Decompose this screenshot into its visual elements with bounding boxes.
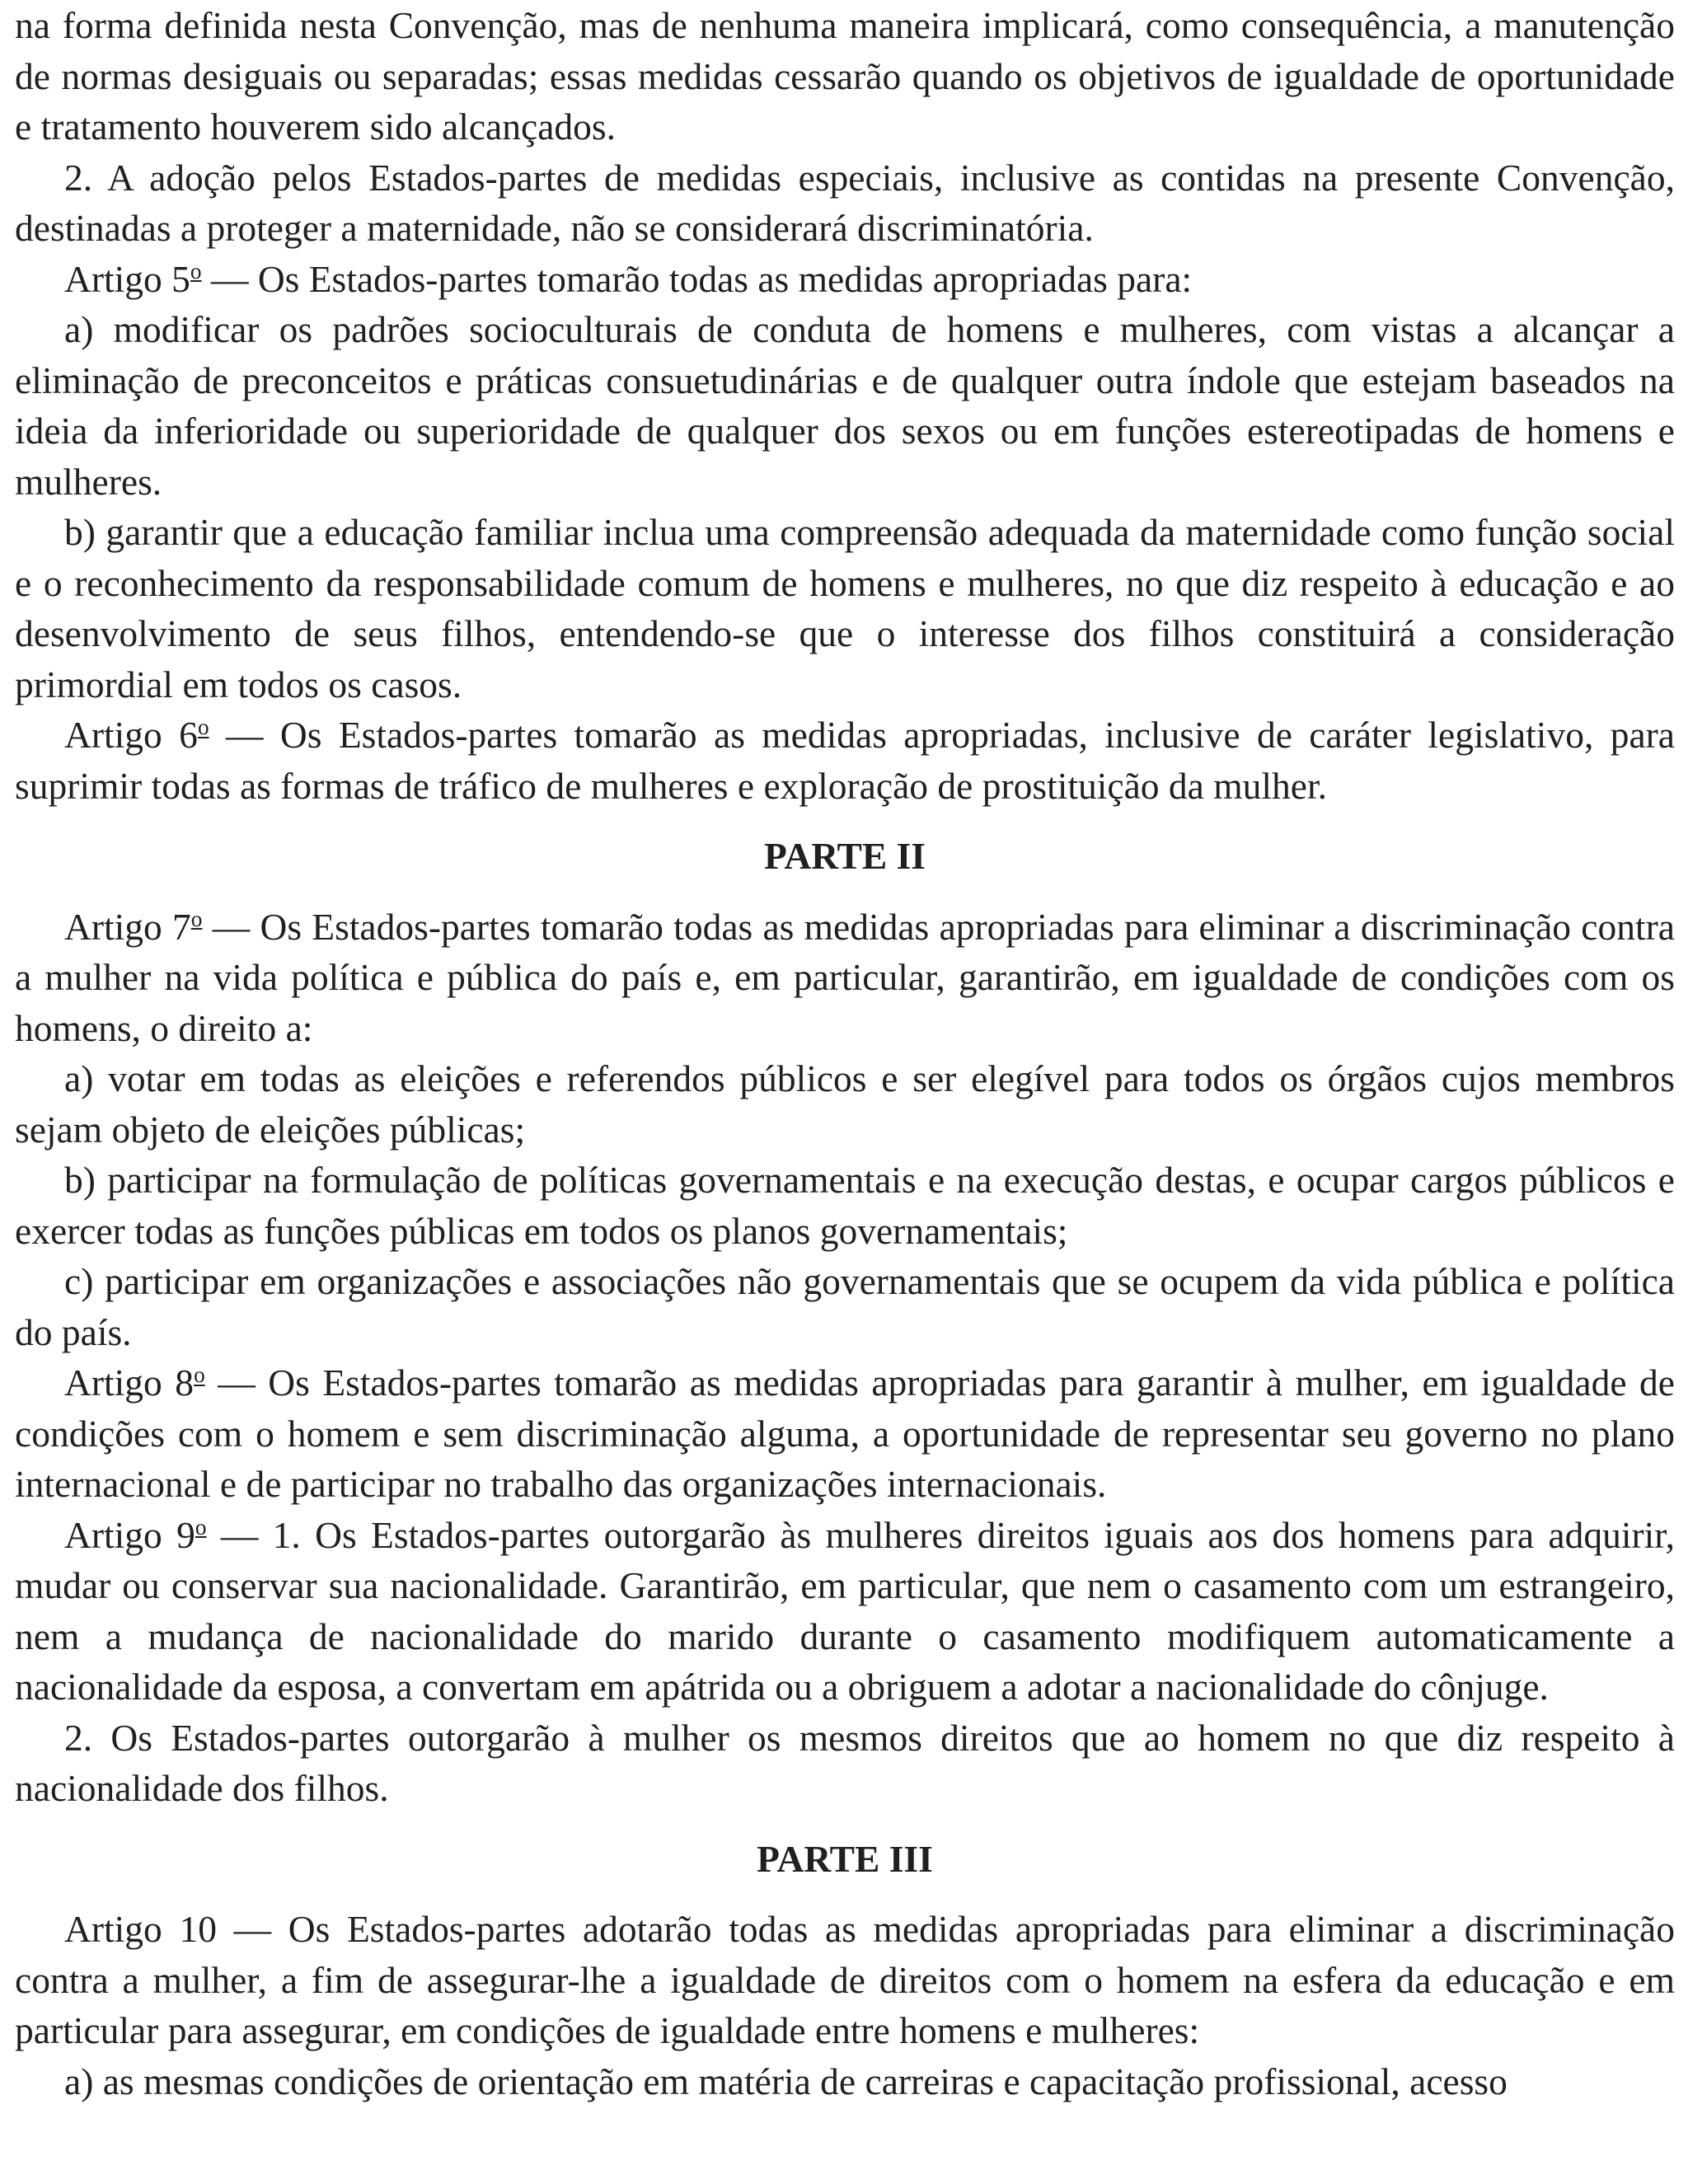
- article-paragraph: [15, 1357, 1675, 1510]
- article-label: Artigo 7: [64, 905, 191, 948]
- article-paragraph: [15, 254, 1675, 305]
- text-paragraph: Artigo 10 — Os Estados-partes adotarão todas as medidas apropriadas para eliminar a discriminação contra a mulher, a fim de assegurar-lhe a igualdade de direitos com o homem na esfera da educação e em particular para assegurar, em condições de igualdade entre homens e mulheres:: [15, 1908, 1675, 2051]
- spacer: [15, 811, 1675, 831]
- article-text: — Os Estados-partes tomarão todas as medidas apropriadas para eliminar a discriminação contra a mulher na vida política e pública do país e, em particular, garantirão, em igualdade de condições com os homens, o direito a:: [15, 905, 1675, 1049]
- section-part-iii: [15, 1904, 1675, 2107]
- section-part-ii: [15, 902, 1675, 1814]
- ordinal-indicator: o: [190, 906, 203, 931]
- article-paragraph: [15, 902, 1675, 1054]
- heading-parte-ii: PARTE II: [763, 835, 926, 877]
- text-paragraph: 2. A adoção pelos Estados-partes de medidas especiais, inclusive as contidas na presente Convenção, destinadas a proteger a maternidade, não se considerará discriminatória.: [15, 156, 1675, 249]
- article-paragraph: [15, 1510, 1675, 1713]
- ordinal-indicator: o: [190, 258, 202, 284]
- article-text: — 1. Os Estados-partes outorgarão às mulheres direitos iguais aos dos homens para adquirir, mudar ou conservar sua nacionalidade. Garantirão, em particular, que nem o casamento com um estrangeiro, nem a mudança de nacionalidade do marido durante o casamento modifiquem automaticamente a nacionalidade da esposa, a convertam em apátrida ou a obriguem a adotar a nacionalidade do cônjuge.: [15, 1513, 1675, 1708]
- spacer: [15, 1884, 1675, 1904]
- article-label: Artigo 5: [64, 257, 190, 300]
- text-paragraph: a) as mesmas condições de orientação em matéria de carreiras e capacitação profissional, acesso: [64, 2060, 1507, 2102]
- ordinal-indicator: o: [197, 714, 209, 739]
- article-label: Artigo 9: [64, 1513, 195, 1556]
- spacer: [15, 1814, 1675, 1834]
- text-paragraph: a) votar em todas as eleições e referendos públicos e ser elegível para todos os órgãos cujos membros sejam objeto de eleições públicas;: [15, 1057, 1675, 1151]
- text-paragraph: a) modificar os padrões socioculturais de conduta de homens e mulheres, com vistas a alcançar a eliminação de preconceitos e práticas consuetudinárias e de qualquer outra índole que estejam baseados na ideia da inferioridade ou superioridade de qualquer dos sexos ou em funções estereotipadas de homens e mulheres.: [15, 308, 1675, 503]
- text-paragraph: b) participar na formulação de políticas governamentais e na execução destas, e ocupar cargos públicos e exercer todas as funções públicas em todos os planos governamentais;: [15, 1159, 1675, 1252]
- text-paragraph: na forma definida nesta Convenção, mas de nenhuma maneira implicará, como consequência, a manutenção de normas desiguais ou separadas; essas medidas cessarão quando os objetivos de igualdade de oportunidade e tratamento houverem sido alcançados.: [15, 4, 1675, 148]
- text-paragraph: c) participar em organizações e associações não governamentais que se ocupem da vida pública e política do país.: [15, 1260, 1675, 1353]
- article-paragraph: [15, 710, 1675, 811]
- article-text: — Os Estados-partes tomarão as medidas apropriadas, inclusive de caráter legislativo, para suprimir todas as formas de tráfico de mulheres e exploração de prostituição da mulher.: [15, 714, 1676, 807]
- text-paragraph: 2. Os Estados-partes outorgarão à mulher os mesmos direitos que ao homem no que diz respeito à nacionalidade dos filhos.: [15, 1716, 1675, 1809]
- text-paragraph: b) garantir que a educação familiar inclua uma compreensão adequada da maternidade como função social e o reconhecimento da responsabilidade comum de homens e mulheres, no que diz respeito à educação e ao desenvolvimento de seus filhos, entendendo-se que o interesse dos filhos constituirá a consideração primordial em todos os casos.: [15, 511, 1675, 705]
- article-label: Artigo 6: [64, 714, 198, 756]
- spacer: [15, 882, 1675, 902]
- document-page: [15, 0, 1675, 2107]
- article-label: Artigo 8: [64, 1361, 195, 1404]
- section-part-i-continuation: [15, 0, 1675, 811]
- ordinal-indicator: o: [195, 1514, 207, 1540]
- article-text: — Os Estados-partes tomarão as medidas apropriadas para garantir à mulher, em igualdade de condições com o homem e sem discriminação alguma, a oportunidade de representar seu governo no plano internacional e de participar no trabalho das organizações internacionais.: [15, 1361, 1675, 1505]
- heading-parte-iii: PARTE III: [757, 1837, 933, 1880]
- article-text: — Os Estados-partes tomarão todas as medidas apropriadas para:: [201, 257, 1193, 300]
- ordinal-indicator: o: [194, 1361, 205, 1387]
